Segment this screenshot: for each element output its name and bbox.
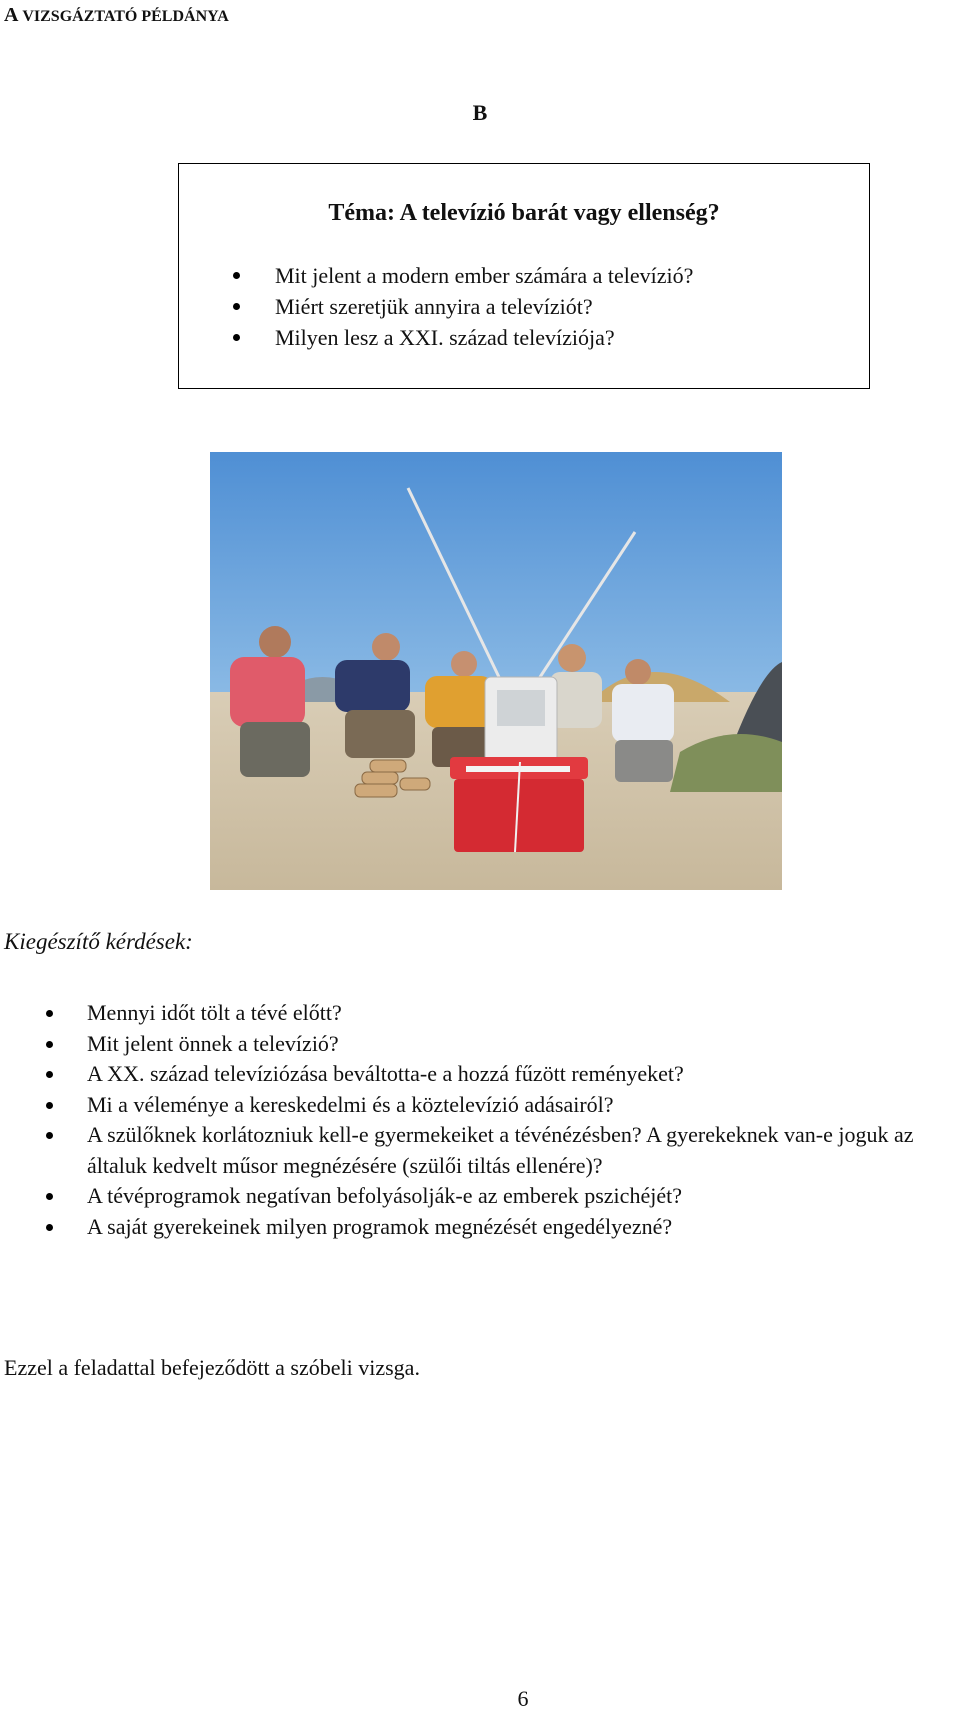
extra-question: Mennyi időt tölt a tévé előtt? — [40, 998, 960, 1029]
section-letter: B — [472, 100, 488, 125]
document-header — [4, 4, 229, 27]
topic-question-list — [233, 260, 693, 353]
beach-tv-photo — [210, 452, 782, 890]
topic-title: Téma: A televízió barát vagy ellenség? — [328, 200, 720, 226]
header-first-letter: A — [4, 4, 18, 26]
extra-question: Mi a véleménye a kereskedelmi és a köztelevízió adásairól? — [40, 1090, 960, 1121]
extra-question: Mit jelent önnek a televízió? — [40, 1029, 960, 1060]
topic-question: Mit jelent a modern ember számára a televízió? — [233, 260, 693, 291]
extra-questions-title: Kiegészítő kérdések: — [4, 929, 193, 954]
closing-statement: Ezzel a feladattal befejeződött a szóbeli vizsga. — [4, 1355, 420, 1380]
extra-question: A tévéprogramok negatívan befolyásolják-e az emberek pszichéjét? — [40, 1181, 960, 1212]
extra-question: A XX. század televíziózása beváltotta-e a hozzá fűzött reményeket? — [40, 1059, 960, 1090]
extra-question: A saját gyerekeinek milyen programok megnézését engedélyezné? — [40, 1212, 960, 1243]
extra-question: A szülőknek korlátozniuk kell-e gyermekeiket a tévénézésben? A gyerekeknek van-e joguk az általuk kedvelt műsor megnézésére (szülői tiltás ellenére)? — [40, 1120, 960, 1181]
topic-box — [178, 163, 870, 389]
page-number: 6 — [517, 1686, 529, 1711]
topic-question: Miért szeretjük annyira a televíziót? — [233, 291, 693, 322]
header-rest: VIZSGÁZTATÓ PÉLDÁNYA — [22, 8, 229, 25]
extra-question-list — [40, 998, 960, 1242]
topic-question: Milyen lesz a XXI. század televíziója? — [233, 322, 693, 353]
